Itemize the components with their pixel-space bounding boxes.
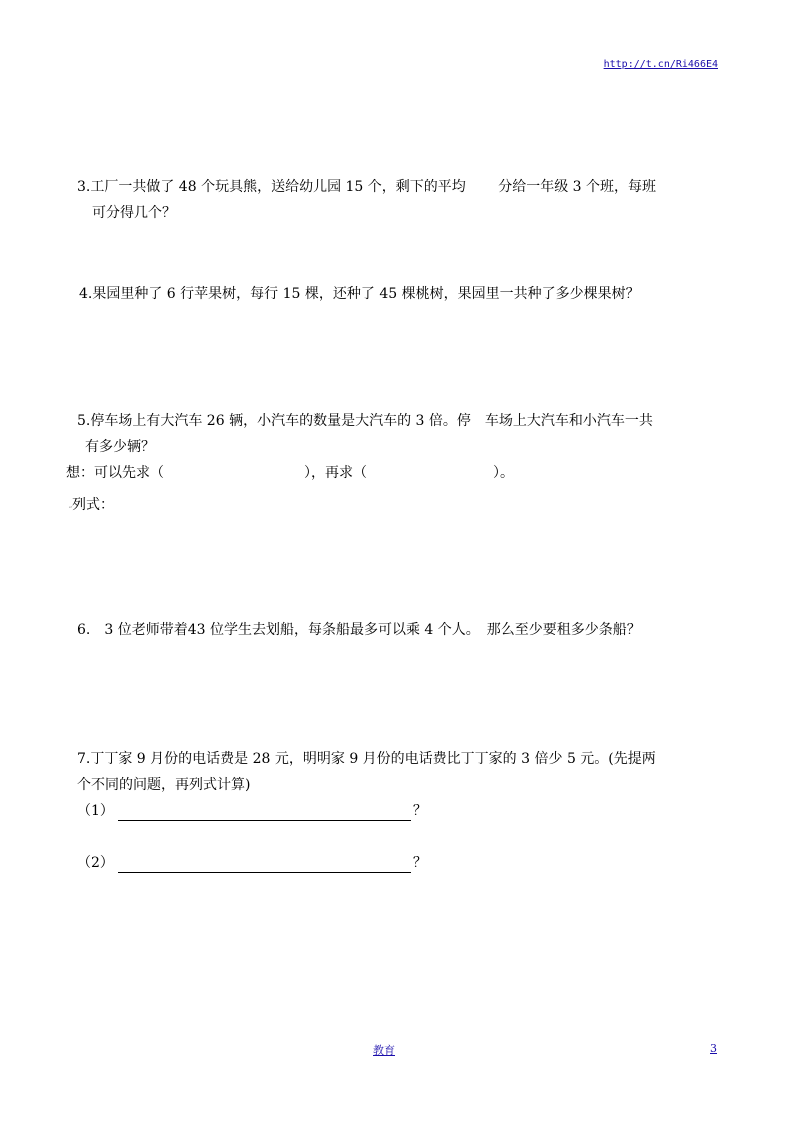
sub-question-2-answer-line[interactable] <box>118 856 411 873</box>
question-7-sub-2 <box>77 853 427 873</box>
footer-page-number[interactable]: 3 <box>710 1042 717 1055</box>
sub-question-2-question-mark: ？ <box>412 855 427 871</box>
sub-question-1-answer-line[interactable] <box>118 804 411 821</box>
question-5-formula-label: 列式： <box>72 497 114 513</box>
question-7-line-2: 个不同的问题，再列式计算) <box>77 777 251 793</box>
sub-question-2-label: （2） <box>77 855 114 871</box>
header-url-link[interactable]: http://t.cn/Ri466E4 <box>603 59 718 70</box>
question-7-line-1: 7.丁丁家 9 月份的电话费是 28 元，明明家 9 月份的电话费比丁丁家的 3 倍少 5 元。(先提两 <box>77 751 656 767</box>
question-4-line-1: 4.果园里种了 6 行苹果树，每行 15 棵，还种了 45 棵桃树，果园里一共种了多少棵果树？ <box>79 286 640 302</box>
question-6-line-1: 6. 3 位老师带着43 位学生去划船，每条船最多可以乘 4 个人。 那么至少要租多少条船？ <box>77 622 641 638</box>
question-3-line-2: 可分得几个？ <box>92 205 176 221</box>
question-5-formula-row <box>69 494 114 515</box>
margin-mark-icon: ˶ <box>69 502 72 512</box>
question-7-sub-1 <box>77 801 427 821</box>
question-5-line-2: 有多少辆？ <box>85 439 155 455</box>
sub-question-1-question-mark: ？ <box>412 803 427 819</box>
footer-center-link[interactable]: 教育 <box>373 1044 395 1057</box>
question-3-line-1: 3.工厂一共做了 48 个玩具熊，送给幼儿园 15 个，剩下的平均 分给一年级 3 个班，每班 <box>77 179 657 195</box>
sub-question-1-label: （1） <box>77 803 114 819</box>
question-5-think-line: 想：可以先求（ ），再求（ ）。 <box>66 465 514 481</box>
question-5-line-1: 5.停车场上有大汽车 26 辆，小汽车的数量是大汽车的 3 倍。停 车场上大汽车和小汽车一共 <box>77 413 653 429</box>
